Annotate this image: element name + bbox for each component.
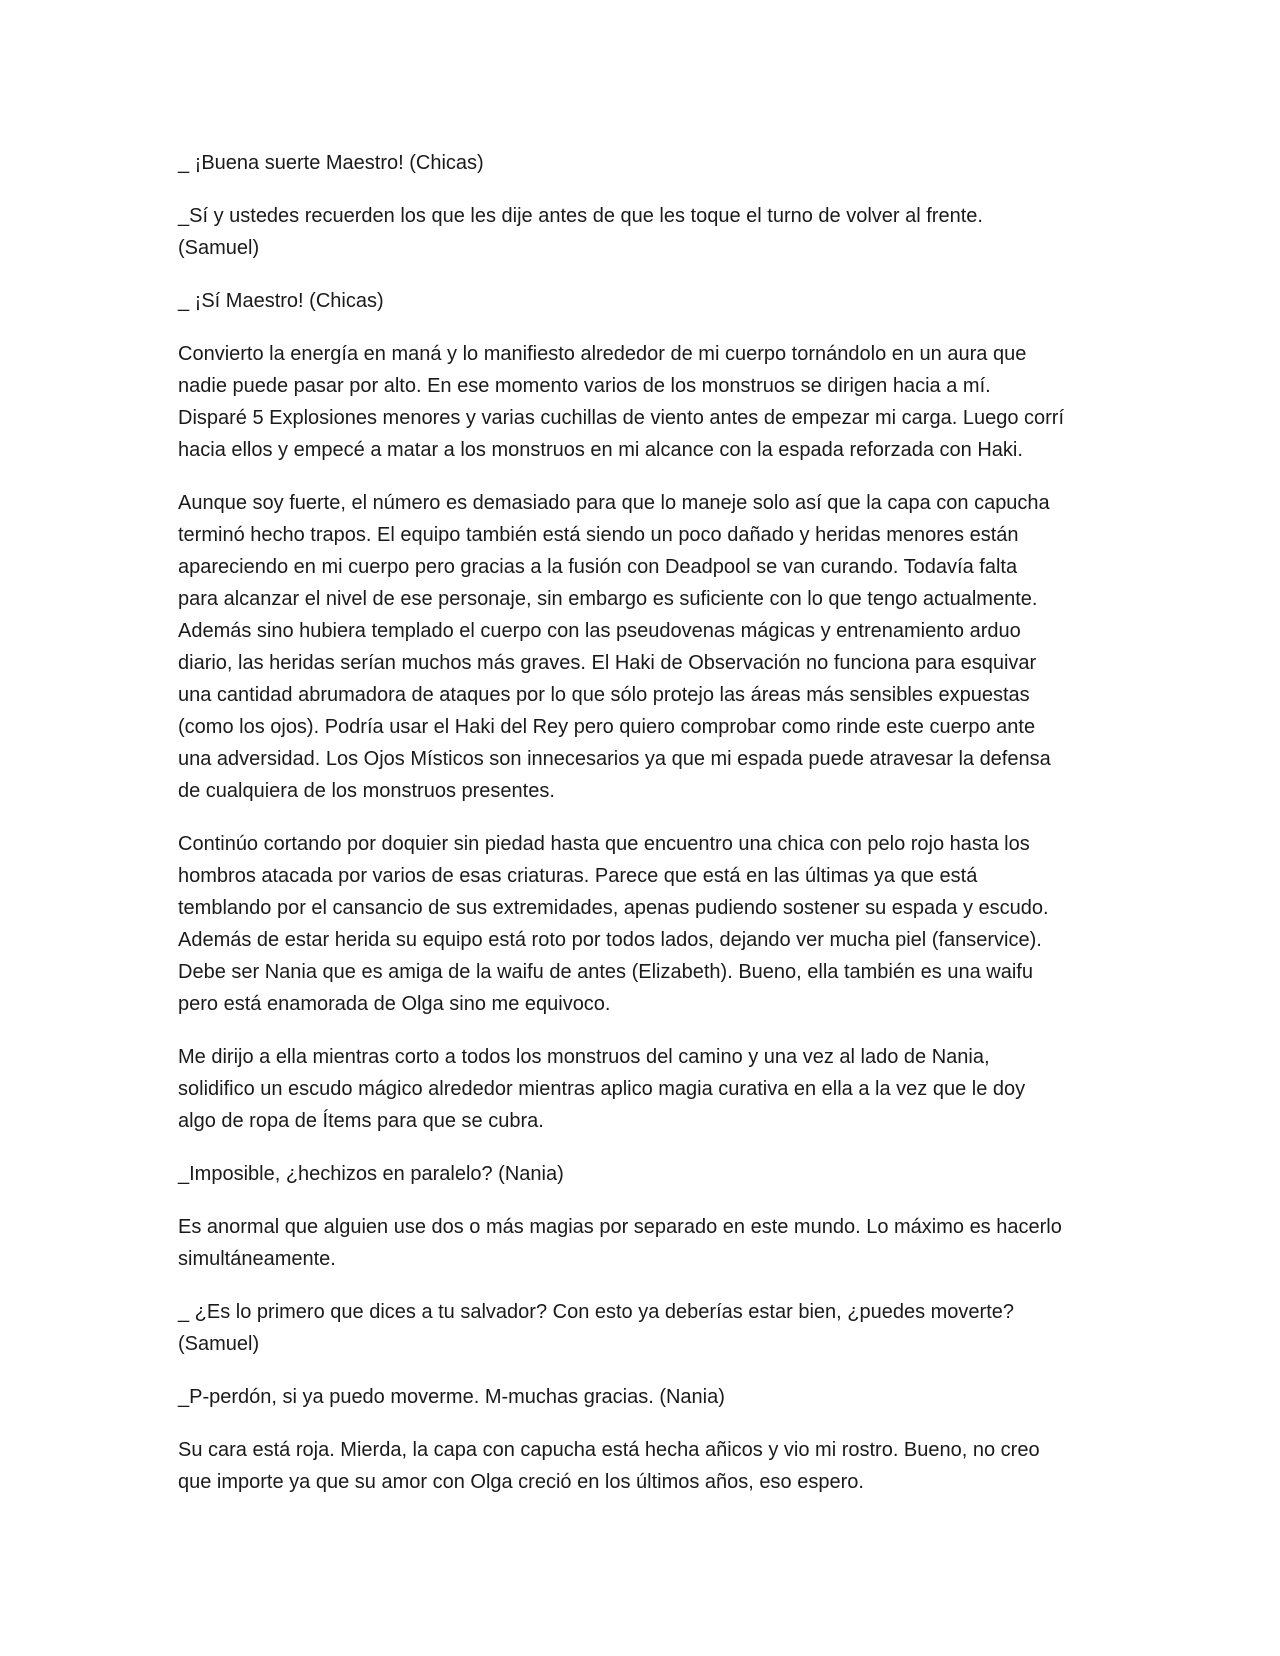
paragraph: [178, 1041, 1110, 1137]
text-line: diario, las heridas serían muchos más graves. El Haki de Observación no funciona para esquivar: [178, 652, 1037, 674]
text-line: (como los ojos). Podría usar el Haki del Rey pero quiero comprobar como rinde este cuerpo ante: [178, 716, 1036, 738]
paragraph: [178, 338, 1110, 466]
text-line: (Samuel): [178, 237, 260, 259]
text-line: temblando por el cansancio de sus extremidades, apenas pudiendo sostener su espada y escudo.: [178, 897, 1049, 919]
paragraph: [178, 1381, 1110, 1413]
paragraph: [178, 1434, 1110, 1498]
paragraph: [178, 147, 1110, 179]
text-line: Aunque soy fuerte, el número es demasiado para que lo maneje solo así que la capa con capucha: [178, 492, 1050, 514]
paragraph: [178, 828, 1110, 1020]
text-line: _ ¡Buena suerte Maestro! (Chicas): [178, 152, 484, 174]
text-line: terminó hecho trapos. El equipo también está siendo un poco dañado y heridas menores están: [178, 524, 1019, 546]
text-line: Me dirijo a ella mientras corto a todos los monstruos del camino y una vez al lado de Nania,: [178, 1046, 990, 1068]
text-line: nadie puede pasar por alto. En ese momento varios de los monstruos se dirigen hacia a mí.: [178, 375, 991, 397]
text-line: hacia ellos y empecé a matar a los monstruos en mi alcance con la espada reforzada con Haki.: [178, 439, 1023, 461]
text-line: Continúo cortando por doquier sin piedad hasta que encuentro una chica con pelo rojo hasta los: [178, 833, 1030, 855]
text-line: solidifico un escudo mágico alrededor mientras aplico magia curativa en ella a la vez que le doy: [178, 1078, 1026, 1100]
document-body: [178, 147, 1110, 1519]
paragraph: [178, 1158, 1110, 1190]
text-line: Es anormal que alguien use dos o más magias por separado en este mundo. Lo máximo es hacerlo: [178, 1216, 1062, 1238]
text-line: (Samuel): [178, 1333, 260, 1355]
text-line: Su cara está roja. Mierda, la capa con capucha está hecha añicos y vio mi rostro. Bueno, no creo: [178, 1439, 1040, 1461]
text-line: _Sí y ustedes recuerden los que les dije antes de que les toque el turno de volver al frente.: [178, 205, 983, 227]
text-line: apareciendo en mi cuerpo pero gracias a la fusión con Deadpool se van curando. Todavía falta: [178, 556, 1018, 578]
paragraph: [178, 487, 1110, 807]
text-line: una adversidad. Los Ojos Místicos son innecesarios ya que mi espada puede atravesar la defensa: [178, 748, 1051, 770]
text-line: simultáneamente.: [178, 1248, 336, 1270]
paragraph: [178, 285, 1110, 317]
text-line: para alcanzar el nivel de ese personaje, sin embargo es suficiente con lo que tengo actualmente.: [178, 588, 1038, 610]
paragraph: [178, 1211, 1110, 1275]
text-line: hombros atacada por varios de esas criaturas. Parece que está en las últimas ya que está: [178, 865, 978, 887]
text-line: pero está enamorada de Olga sino me equivoco.: [178, 993, 611, 1015]
text-line: _ ¿Es lo primero que dices a tu salvador? Con esto ya deberías estar bien, ¿puedes moverte?: [178, 1301, 1015, 1323]
text-line: _ ¡Sí Maestro! (Chicas): [178, 290, 384, 312]
text-line: de cualquiera de los monstruos presentes.: [178, 780, 555, 802]
text-line: Convierto la energía en maná y lo manifiesto alrededor de mi cuerpo tornándolo en un aura que: [178, 343, 1027, 365]
text-line: Además de estar herida su equipo está roto por todos lados, dejando ver mucha piel (fanservice).: [178, 929, 1042, 951]
text-line: que importe ya que su amor con Olga creció en los últimos años, eso espero.: [178, 1471, 864, 1493]
paragraph: [178, 1296, 1110, 1360]
paragraph: [178, 200, 1110, 264]
text-line: _P-perdón, si ya puedo moverme. M-muchas gracias. (Nania): [178, 1386, 725, 1408]
text-line: una cantidad abrumadora de ataques por lo que sólo protejo las áreas más sensibles expuestas: [178, 684, 1030, 706]
text-line: Además sino hubiera templado el cuerpo con las pseudovenas mágicas y entrenamiento arduo: [178, 620, 1021, 642]
text-line: _Imposible, ¿hechizos en paralelo? (Nania): [178, 1163, 564, 1185]
text-line: Debe ser Nania que es amiga de la waifu de antes (Elizabeth). Bueno, ella también es una waifu: [178, 961, 1033, 983]
text-line: algo de ropa de Ítems para que se cubra.: [178, 1110, 544, 1132]
text-line: Disparé 5 Explosiones menores y varias cuchillas de viento antes de empezar mi carga. Luego corrí: [178, 407, 1064, 429]
